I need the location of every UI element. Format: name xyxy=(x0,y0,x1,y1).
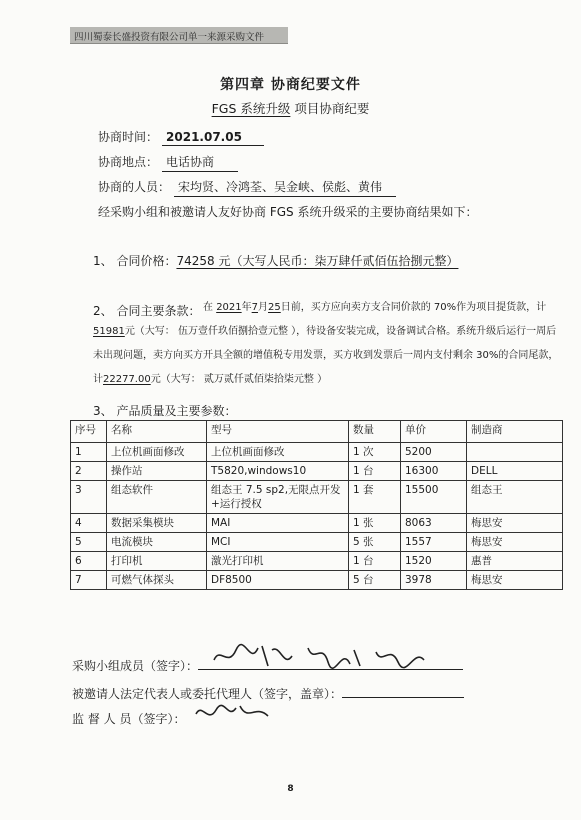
table-cell: 电流模块 xyxy=(107,533,207,552)
document-subtitle xyxy=(0,99,581,117)
column-header: 单价 xyxy=(401,421,467,443)
table-cell: 5 张 xyxy=(349,533,401,552)
project-name: FGS 系统升级 xyxy=(211,101,291,116)
intro-paragraph: 经采购小组和被邀请人友好协商 FGS 系统升级采的主要协商结果如下： xyxy=(98,205,478,219)
table-cell: 1 套 xyxy=(349,481,401,514)
negotiation-people xyxy=(98,178,396,197)
place-label: 协商地点： xyxy=(98,155,159,169)
negotiation-time xyxy=(98,128,264,146)
price-value: 74258 元（大写人民币：柒万肆仟贰佰伍拾捌元整） xyxy=(176,254,459,268)
table-cell: 1 台 xyxy=(349,462,401,481)
clause2-year: 2021 xyxy=(216,302,242,313)
clause2-text-b: 年 xyxy=(241,302,252,313)
group-signature-handwriting xyxy=(210,638,430,674)
table-cell: 打印机 xyxy=(107,552,207,571)
supervisor-signature-handwriting xyxy=(192,696,272,728)
people-value: 宋均贤、冷鸿荃、吴金峡、侯彪、黄伟 xyxy=(174,178,396,197)
table-header-row xyxy=(71,421,563,443)
table-cell: 上位机画面修改 xyxy=(107,443,207,462)
table-cell: 5200 xyxy=(401,443,467,462)
time-label: 协商时间： xyxy=(98,130,159,144)
table-cell: 2 xyxy=(71,462,107,481)
table-cell: MAI xyxy=(207,514,349,533)
column-header: 型号 xyxy=(207,421,349,443)
table-cell: 组态软件 xyxy=(107,481,207,514)
table-row xyxy=(71,552,563,571)
representative-signature-line xyxy=(342,683,464,698)
table-cell: 可燃气体探头 xyxy=(107,571,207,590)
table-row xyxy=(71,481,563,514)
table-cell: 梅思安 xyxy=(467,533,563,552)
parameters-table xyxy=(70,420,563,590)
table-cell: 激光打印机 xyxy=(207,552,349,571)
clause2-text-a: 在 xyxy=(203,302,213,313)
clause2-text-e: 元（大写： 伍万壹仟玖佰捌拾壹元整 ），待设备安装完成，设备调试合格。系统升级后运行一周后未出现问题，卖方向买方开具全额的增值税专用发票，买方收到发票后一周内支付剩余 30%的合同尾款，计 xyxy=(93,326,559,385)
table-cell: 3 xyxy=(71,481,107,514)
representative-signature-label: 被邀请人法定代表人或委托代理人（签字，盖章）： xyxy=(72,687,343,701)
document-header: 四川蜀泰长盛投资有限公司单一来源采购文件 xyxy=(74,32,265,43)
table-cell: 6 xyxy=(71,552,107,571)
table-cell: 7 xyxy=(71,571,107,590)
supervisor-signature-row xyxy=(72,710,185,727)
clause2-body xyxy=(93,296,563,392)
table-cell xyxy=(467,443,563,462)
page-number: 8 xyxy=(287,784,294,794)
clause2-amount1: 51981 xyxy=(93,326,125,337)
subtitle-suffix: 项目协商纪要 xyxy=(294,101,370,116)
table-cell: MCI xyxy=(207,533,349,552)
table-cell: 上位机画面修改 xyxy=(207,443,349,462)
table-row xyxy=(71,514,563,533)
column-header: 序号 xyxy=(71,421,107,443)
table-cell: DF8500 xyxy=(207,571,349,590)
table-cell: T5820,windows10 xyxy=(207,462,349,481)
column-header: 制造商 xyxy=(467,421,563,443)
table-cell: 操作站 xyxy=(107,462,207,481)
table-cell: 1 次 xyxy=(349,443,401,462)
group-signature-label: 采购小组成员（签字）： xyxy=(72,659,199,673)
clause2-month: 7 xyxy=(251,302,259,313)
people-label: 协商的人员： xyxy=(98,180,171,194)
place-value: 电话协商 xyxy=(162,153,238,172)
table-cell: 数据采集模块 xyxy=(107,514,207,533)
table-row xyxy=(71,533,563,552)
table-row xyxy=(71,443,563,462)
table-cell: 5 xyxy=(71,533,107,552)
table-cell: 15500 xyxy=(401,481,467,514)
clause2-label: 2、 合同主要条款： xyxy=(93,304,201,318)
table-cell: 1 台 xyxy=(349,552,401,571)
supervisor-signature-label: 监 督 人 员（签字）： xyxy=(72,712,186,726)
table-row xyxy=(71,462,563,481)
table-cell: DELL xyxy=(467,462,563,481)
clause2-text-c: 月 xyxy=(258,302,269,313)
table-cell: 梅思安 xyxy=(467,514,563,533)
clause2-text-d: 日前，买方应向卖方支合同价款的 70%作为项目提货款，计 xyxy=(280,302,547,313)
table-cell: 1 张 xyxy=(349,514,401,533)
table-cell: 16300 xyxy=(401,462,467,481)
table-cell: 1557 xyxy=(401,533,467,552)
table-row xyxy=(71,571,563,590)
clause3-label: 3、 产品质量及主要参数： xyxy=(93,404,237,418)
clause2-text-f: 元（大写： 贰万贰仟贰佰柒拾柒元整 ） xyxy=(150,374,328,385)
contract-price xyxy=(93,252,458,269)
column-header: 名称 xyxy=(107,421,207,443)
clause2-amount2: 22277.00 xyxy=(103,374,151,385)
clause2-day: 25 xyxy=(268,302,281,313)
column-header: 数量 xyxy=(349,421,401,443)
chapter-title: 第四章 协商纪要文件 xyxy=(220,77,361,93)
negotiation-place xyxy=(98,153,238,172)
table-cell: 8063 xyxy=(401,514,467,533)
table-cell: 1520 xyxy=(401,552,467,571)
table-cell: 5 台 xyxy=(349,571,401,590)
price-label: 1、 合同价格： xyxy=(93,254,177,268)
table-cell: 3978 xyxy=(401,571,467,590)
time-value: 2021.07.05 xyxy=(162,130,264,146)
table-cell: 1 xyxy=(71,443,107,462)
table-cell: 梅思安 xyxy=(467,571,563,590)
table-cell: 4 xyxy=(71,514,107,533)
table-cell: 惠普 xyxy=(467,552,563,571)
table-cell: 组态王 7.5 sp2,无限点开发+运行授权 xyxy=(207,481,349,514)
table-cell: 组态王 xyxy=(467,481,563,514)
